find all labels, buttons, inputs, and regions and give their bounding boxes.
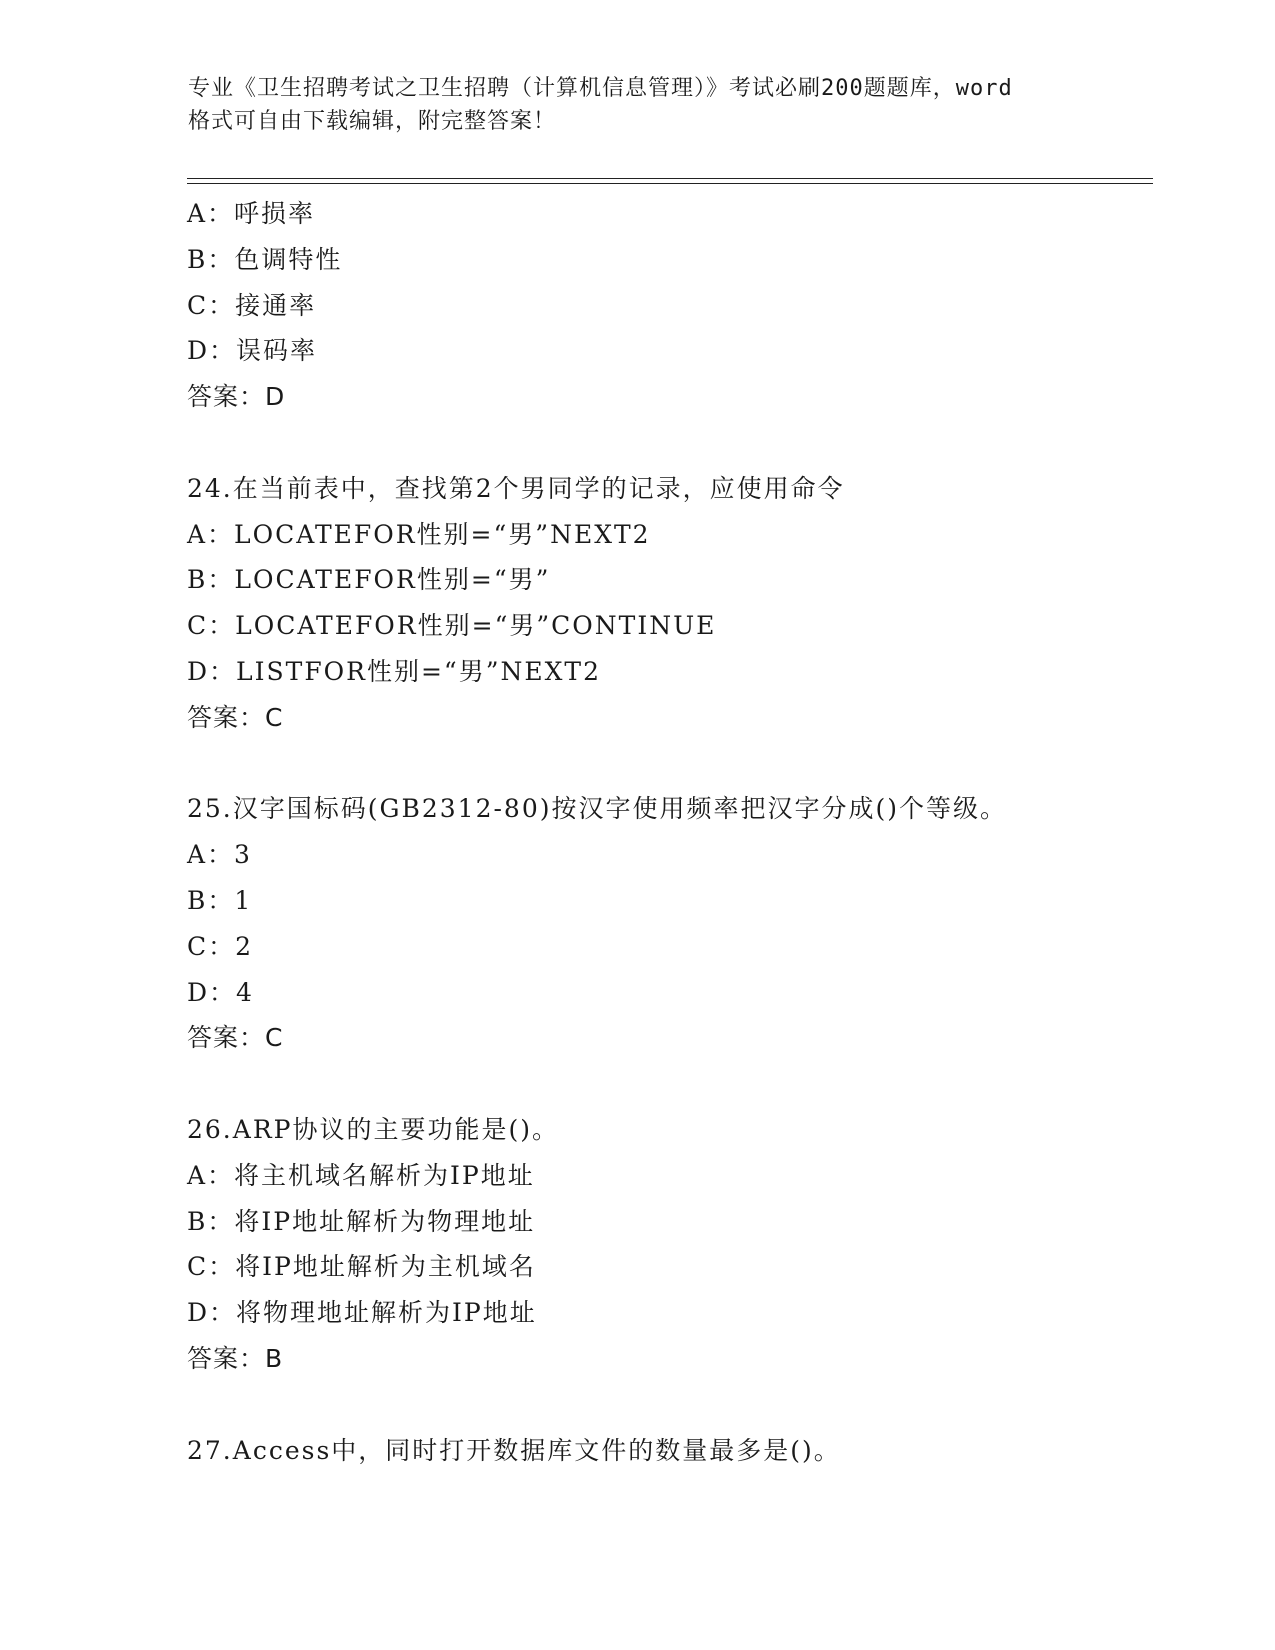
- option-a: A：3: [187, 840, 252, 870]
- question-25: [187, 786, 1147, 1061]
- answer-line: 答案：B: [187, 1343, 284, 1373]
- option-b: B：色调特性: [187, 244, 343, 274]
- option-b: B：LOCATEFOR性别=“男”: [187, 565, 551, 595]
- header-line-1: 专业《卫生招聘考试之卫生招聘（计算机信息管理）》考试必刷200题题库，word: [188, 76, 1013, 101]
- option-c: C：LOCATEFOR性别=“男”CONTINUE: [187, 611, 717, 641]
- answer-line: 答案：C: [187, 702, 284, 732]
- header-divider-bottom: [187, 183, 1153, 184]
- question-26: [187, 1107, 1147, 1382]
- option-b: B：1: [187, 885, 253, 915]
- question-text: 25.汉字国标码(GB2312-80)按汉字使用频率把汉字分成()个等级。: [187, 794, 1007, 824]
- option-d: D：LISTFOR性别=“男”NEXT2: [187, 656, 601, 686]
- answer-line: 答案：D: [187, 382, 286, 412]
- question-list: [187, 191, 1147, 1473]
- question-27: [187, 1428, 1147, 1474]
- question-23-partial: [187, 191, 1147, 420]
- option-a: A：LOCATEFOR性别=“男”NEXT2: [187, 519, 651, 549]
- option-d: D：4: [187, 977, 254, 1007]
- option-b: B：将IP地址解析为物理地址: [187, 1206, 536, 1236]
- option-a: A：呼损率: [187, 199, 316, 228]
- option-d: D：将物理地址解析为IP地址: [187, 1298, 537, 1328]
- option-c: C：将IP地址解析为主机域名: [187, 1252, 536, 1282]
- option-a: A：将主机域名解析为IP地址: [187, 1160, 535, 1190]
- question-text: 26.ARP协议的主要功能是()。: [187, 1114, 559, 1144]
- question-24: [187, 466, 1147, 741]
- header-line-2: 格式可自由下载编辑，附完整答案！: [188, 109, 557, 134]
- option-c: C：接通率: [187, 290, 317, 320]
- option-c: C：2: [187, 931, 254, 961]
- answer-line: 答案：C: [187, 1023, 284, 1053]
- question-text: 27.Access中，同时打开数据库文件的数量最多是()。: [187, 1435, 841, 1465]
- option-d: D：误码率: [187, 336, 318, 366]
- question-text: 24.在当前表中，查找第2个男同学的记录，应使用命令: [187, 473, 845, 503]
- header-divider-top: [187, 178, 1153, 179]
- document-header: [188, 72, 1088, 138]
